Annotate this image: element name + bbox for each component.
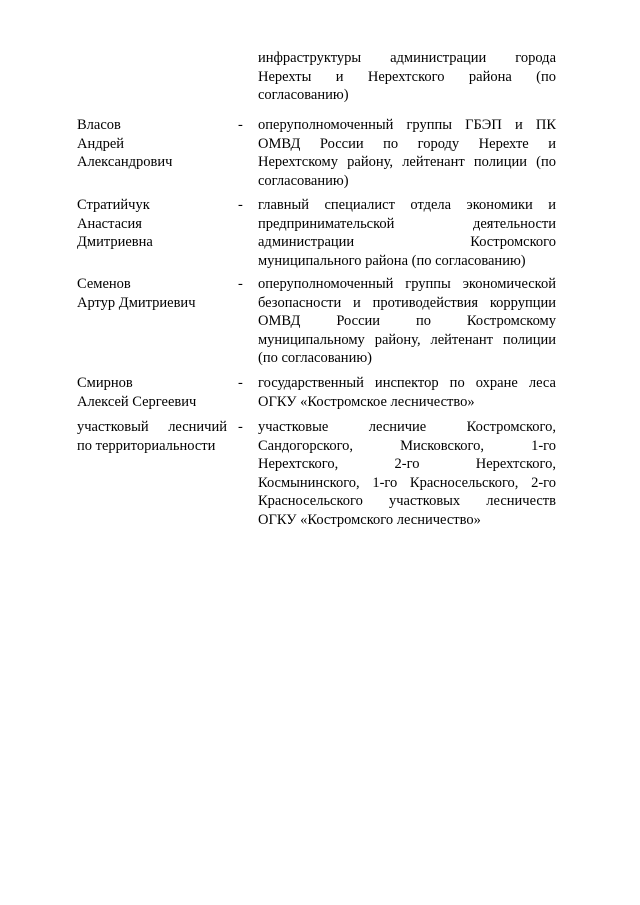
member-name	[77, 196, 227, 252]
name-line: Дмитриевна	[77, 234, 153, 251]
name-line: Алексей Сергеевич	[77, 393, 197, 410]
description-line: главный специалист отдела экономики и	[258, 197, 556, 213]
description-line: безопасности и противодействия коррупции	[258, 294, 556, 311]
description-line: Нерехты и Нерехтского района (по	[258, 68, 556, 85]
name-line: участковый лесничий	[77, 419, 227, 435]
description-line: Космынинского, 1-го Красносельского, 2-го	[258, 474, 556, 491]
dash-separator: -	[238, 375, 243, 391]
dash-separator: -	[238, 276, 243, 292]
description-line: ОГКУ «Костромское лесничество»	[258, 393, 475, 410]
member-name	[77, 374, 227, 411]
member-name	[77, 418, 227, 455]
description-line: ОМВД России по Костромскому	[258, 313, 556, 330]
entry-description	[258, 374, 556, 411]
description-line: ОМВД России по городу Нерехте и	[258, 135, 556, 152]
description-line: Сандогорского, Мисковского, 1-го	[258, 437, 556, 454]
name-line: Александрович	[77, 154, 173, 171]
name-line: Андрей	[77, 135, 125, 152]
entry-description	[258, 275, 556, 368]
description-line: участковые лесничие Костромского,	[258, 419, 556, 435]
entry-description	[258, 418, 556, 530]
description-line: Нерехтского, 2-го Нерехтского,	[258, 456, 556, 473]
name-line: Стратийчук	[77, 197, 150, 213]
member-name	[77, 275, 227, 312]
dash-separator: -	[238, 419, 243, 435]
entry-description	[258, 49, 556, 105]
name-line: Анастасия	[77, 215, 142, 232]
dash-separator: -	[238, 117, 243, 133]
description-line: инфраструктуры администрации города	[258, 50, 556, 66]
description-line: муниципального района (по согласованию)	[258, 252, 526, 269]
description-line: предпринимательской деятельности	[258, 215, 556, 232]
description-line: согласованию)	[258, 87, 349, 104]
description-line: (по согласованию)	[258, 350, 372, 367]
entry-description	[258, 196, 556, 270]
description-line: Нерехтскому району, лейтенант полиции (по	[258, 154, 556, 171]
entry-description	[258, 116, 556, 190]
description-line: государственный инспектор по охране леса	[258, 375, 556, 391]
description-line: администрации Костромского	[258, 234, 556, 251]
name-line: Семенов	[77, 276, 131, 292]
name-line: Власов	[77, 117, 121, 133]
name-line: по территориальности	[77, 437, 216, 454]
description-line: Красносельского участковых лесничеств	[258, 493, 556, 510]
description-line: оперуполномоченный группы ГБЭП и ПК	[258, 117, 556, 133]
dash-separator: -	[238, 197, 243, 213]
name-line: Смирнов	[77, 375, 133, 391]
name-line: Артур Дмитриевич	[77, 294, 196, 311]
description-line: оперуполномоченный группы экономической	[258, 276, 556, 292]
description-line: согласованию)	[258, 172, 349, 189]
member-name	[77, 116, 227, 172]
description-line: муниципальному району, лейтенант полиции	[258, 331, 556, 348]
description-line: ОГКУ «Костромского лесничество»	[258, 511, 481, 528]
